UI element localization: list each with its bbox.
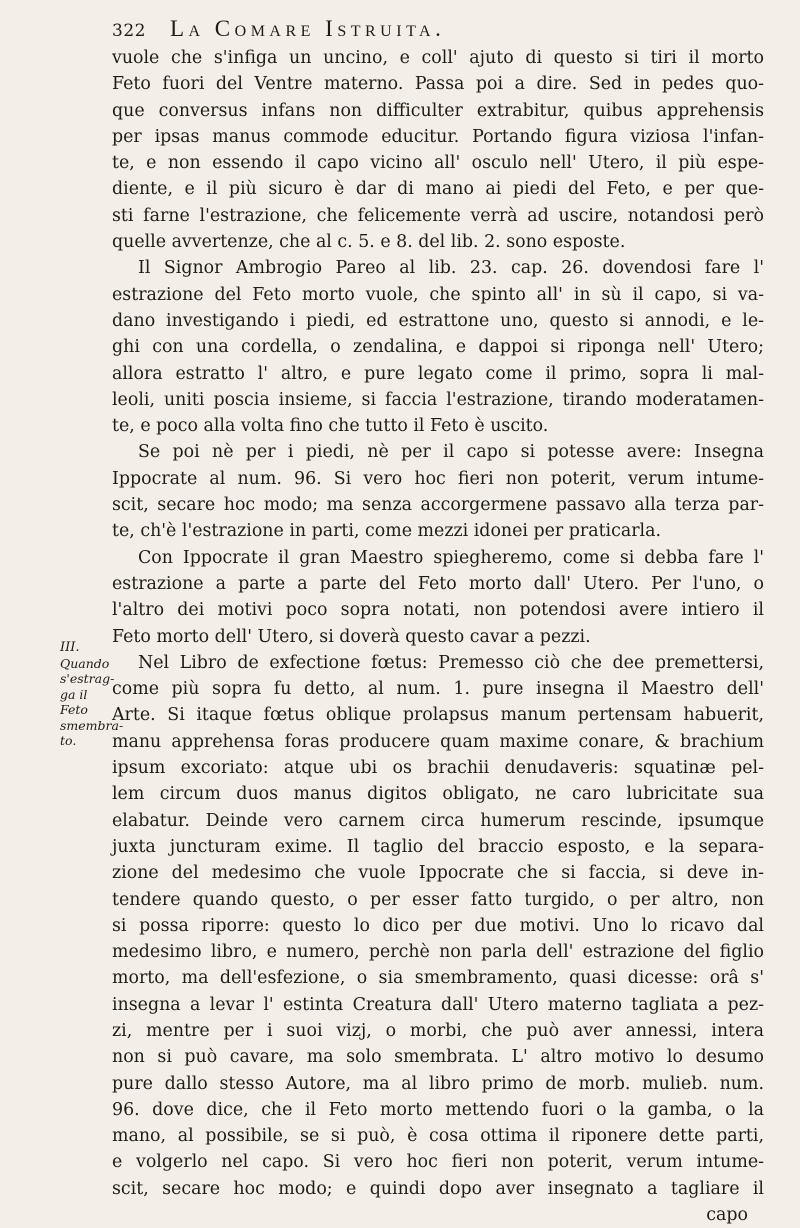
running-title: La Comare Istruita. <box>169 16 446 41</box>
text-line: si possa riporre: questo lo dico per due motivi. Uno lo ricavo dal <box>112 915 764 936</box>
text-line: te, e non essendo il capo vicino all' osculo nell' Utero, il più espe- <box>112 153 764 174</box>
text-line: estrazione a parte a parte del Feto morto dall' Utero. Per l'uno, o <box>112 573 764 594</box>
text-line: Nel Libro de exfectione fœtus: Premesso ciò che dee premettersi, <box>138 652 764 673</box>
text-line: insegna a levar l' estinta Creatura dall' Utero materno tagliata a pez- <box>112 994 764 1015</box>
text-line: non si può cavare, ma solo smembrata. L' altro motivo lo desumo <box>112 1047 764 1068</box>
text-line: tendere quando questo, o per esser fatto turgido, o per altro, non <box>112 889 764 910</box>
page-header <box>112 16 712 44</box>
text-line: quelle avvertenze, che al c. 5. e 8. del lib. 2. sono esposte. <box>112 232 626 253</box>
text-line: capo <box>706 1205 748 1226</box>
margin-note-line: smembra- <box>60 717 124 733</box>
text-line: Feto morto dell' Utero, si doverà questo cavar a pezzi. <box>112 626 591 647</box>
text-line: manu apprehensa foras producere quam maxime conare, & brachium <box>112 731 764 752</box>
text-line: dano investigando i piedi, ed estrattone uno, questo si annodi, e le- <box>112 310 764 331</box>
text-line: te, ch'è l'estrazione in parti, come mezzi idonei per praticarla. <box>112 521 662 542</box>
text-line: Con Ippocrate il gran Maestro spiegheremo, come si debba fare l' <box>138 547 764 568</box>
text-line: allora estratto l' altro, e pure legato come il primo, sopra li mal- <box>112 363 764 384</box>
text-line: medesimo libro, e numero, perchè non parla dell' estrazione del figlio <box>112 942 764 963</box>
margin-note-line: to. <box>60 733 77 748</box>
margin-note-line: ga il Feto <box>60 686 88 717</box>
text-line: juxta juncturam exime. Il taglio del braccio esposto, e la separa- <box>112 836 764 857</box>
text-line: estrazione del Feto morto vuole, che spinto all' in sù il capo, si va- <box>112 284 764 305</box>
text-line: 96. dove dice, che il Feto morto mettendo fuori o la gamba, o la <box>112 1099 764 1120</box>
text-line: zi, mentre per i suoi vizj, o morbi, che può aver annessi, intera <box>112 1020 764 1041</box>
margin-note-line: Quando <box>60 655 110 671</box>
text-line: Arte. Si itaque fœtus oblique prolapsus manum pertensam habuerit, <box>112 705 764 726</box>
body-text <box>112 45 764 1228</box>
text-line: come più sopra fu detto, al num. 1. pure insegna il Maestro dell' <box>112 679 764 700</box>
text-line: l'altro dei motivi poco sopra notati, non potendosi avere intiero il <box>112 600 764 621</box>
text-line: Il Signor Ambrogio Pareo al lib. 23. cap. 26. dovendosi fare l' <box>138 258 764 279</box>
text-line: zione del medesimo che vuole Ippocrate che si faccia, si deve in- <box>112 863 764 884</box>
page-number: 322 <box>112 21 146 41</box>
text-line: morto, ma dell'esfezione, o sia smembramento, quasi dicesse: orâ s' <box>112 968 764 989</box>
text-line: te, e poco alla volta fino che tutto il Feto è uscito. <box>112 416 549 437</box>
text-line: leoli, uniti poscia insieme, si faccia l'estrazione, tirando moderatamen- <box>112 389 764 410</box>
text-line: mano, al possibile, se si può, è cosa ottima il riponere dette parti, <box>112 1126 764 1147</box>
text-line: scit, secare hoc modo; e quindi dopo aver insegnato a tagliare il <box>112 1178 764 1199</box>
text-line: sti farne l'estrazione, che felicemente verrà ad uscire, notandosi però <box>112 205 764 226</box>
text-line: Ippocrate al num. 96. Si vero hoc fieri non poterit, verum intume- <box>112 468 764 489</box>
text-line: lem circum duos manus digitos obligato, ne caro lubricitate sua <box>112 784 764 805</box>
text-line: ipsum excoriato: atque ubi os brachii denudaveris: squatinæ pel- <box>112 758 764 779</box>
text-line: Se poi nè per i piedi, nè per il capo si potesse avere: Insegna <box>138 442 764 463</box>
text-line: e volgerlo nel capo. Si vero hoc fieri non poterit, verum intume- <box>112 1152 764 1173</box>
margin-note-line: s'estrag- <box>60 671 115 686</box>
text-line: que conversus infans non difficulter extrabitur, quibus apprehensis <box>112 100 764 121</box>
text-line: pure dallo stesso Autore, ma al libro primo de morb. mulieb. num. <box>112 1073 764 1094</box>
text-line: elabatur. Deinde vero carnem circa humerum rescinde, ipsumque <box>112 810 764 831</box>
text-line: diente, e il più sicuro è dar di mano ai piedi del Feto, e per que- <box>112 179 764 200</box>
margin-note-lines <box>60 655 124 749</box>
text-line: scit, secare hoc modo; ma senza accorgermene passavo alla terza par- <box>112 495 764 516</box>
text-line: Feto fuori del Ventre materno. Passa poi a dire. Sed in pedes quo- <box>112 74 764 95</box>
text-line: vuole che s'infiga un uncino, e coll' ajuto di questo si tiri il morto <box>112 48 764 68</box>
margin-note-numeral: III. <box>60 640 80 655</box>
margin-note <box>60 640 124 749</box>
text-line: ghi con una cordella, o zendalina, e dappoi si riponga nell' Utero; <box>112 337 764 358</box>
text-line: per ipsas manus commode educitur. Portando figura viziosa l'infan- <box>112 126 764 147</box>
